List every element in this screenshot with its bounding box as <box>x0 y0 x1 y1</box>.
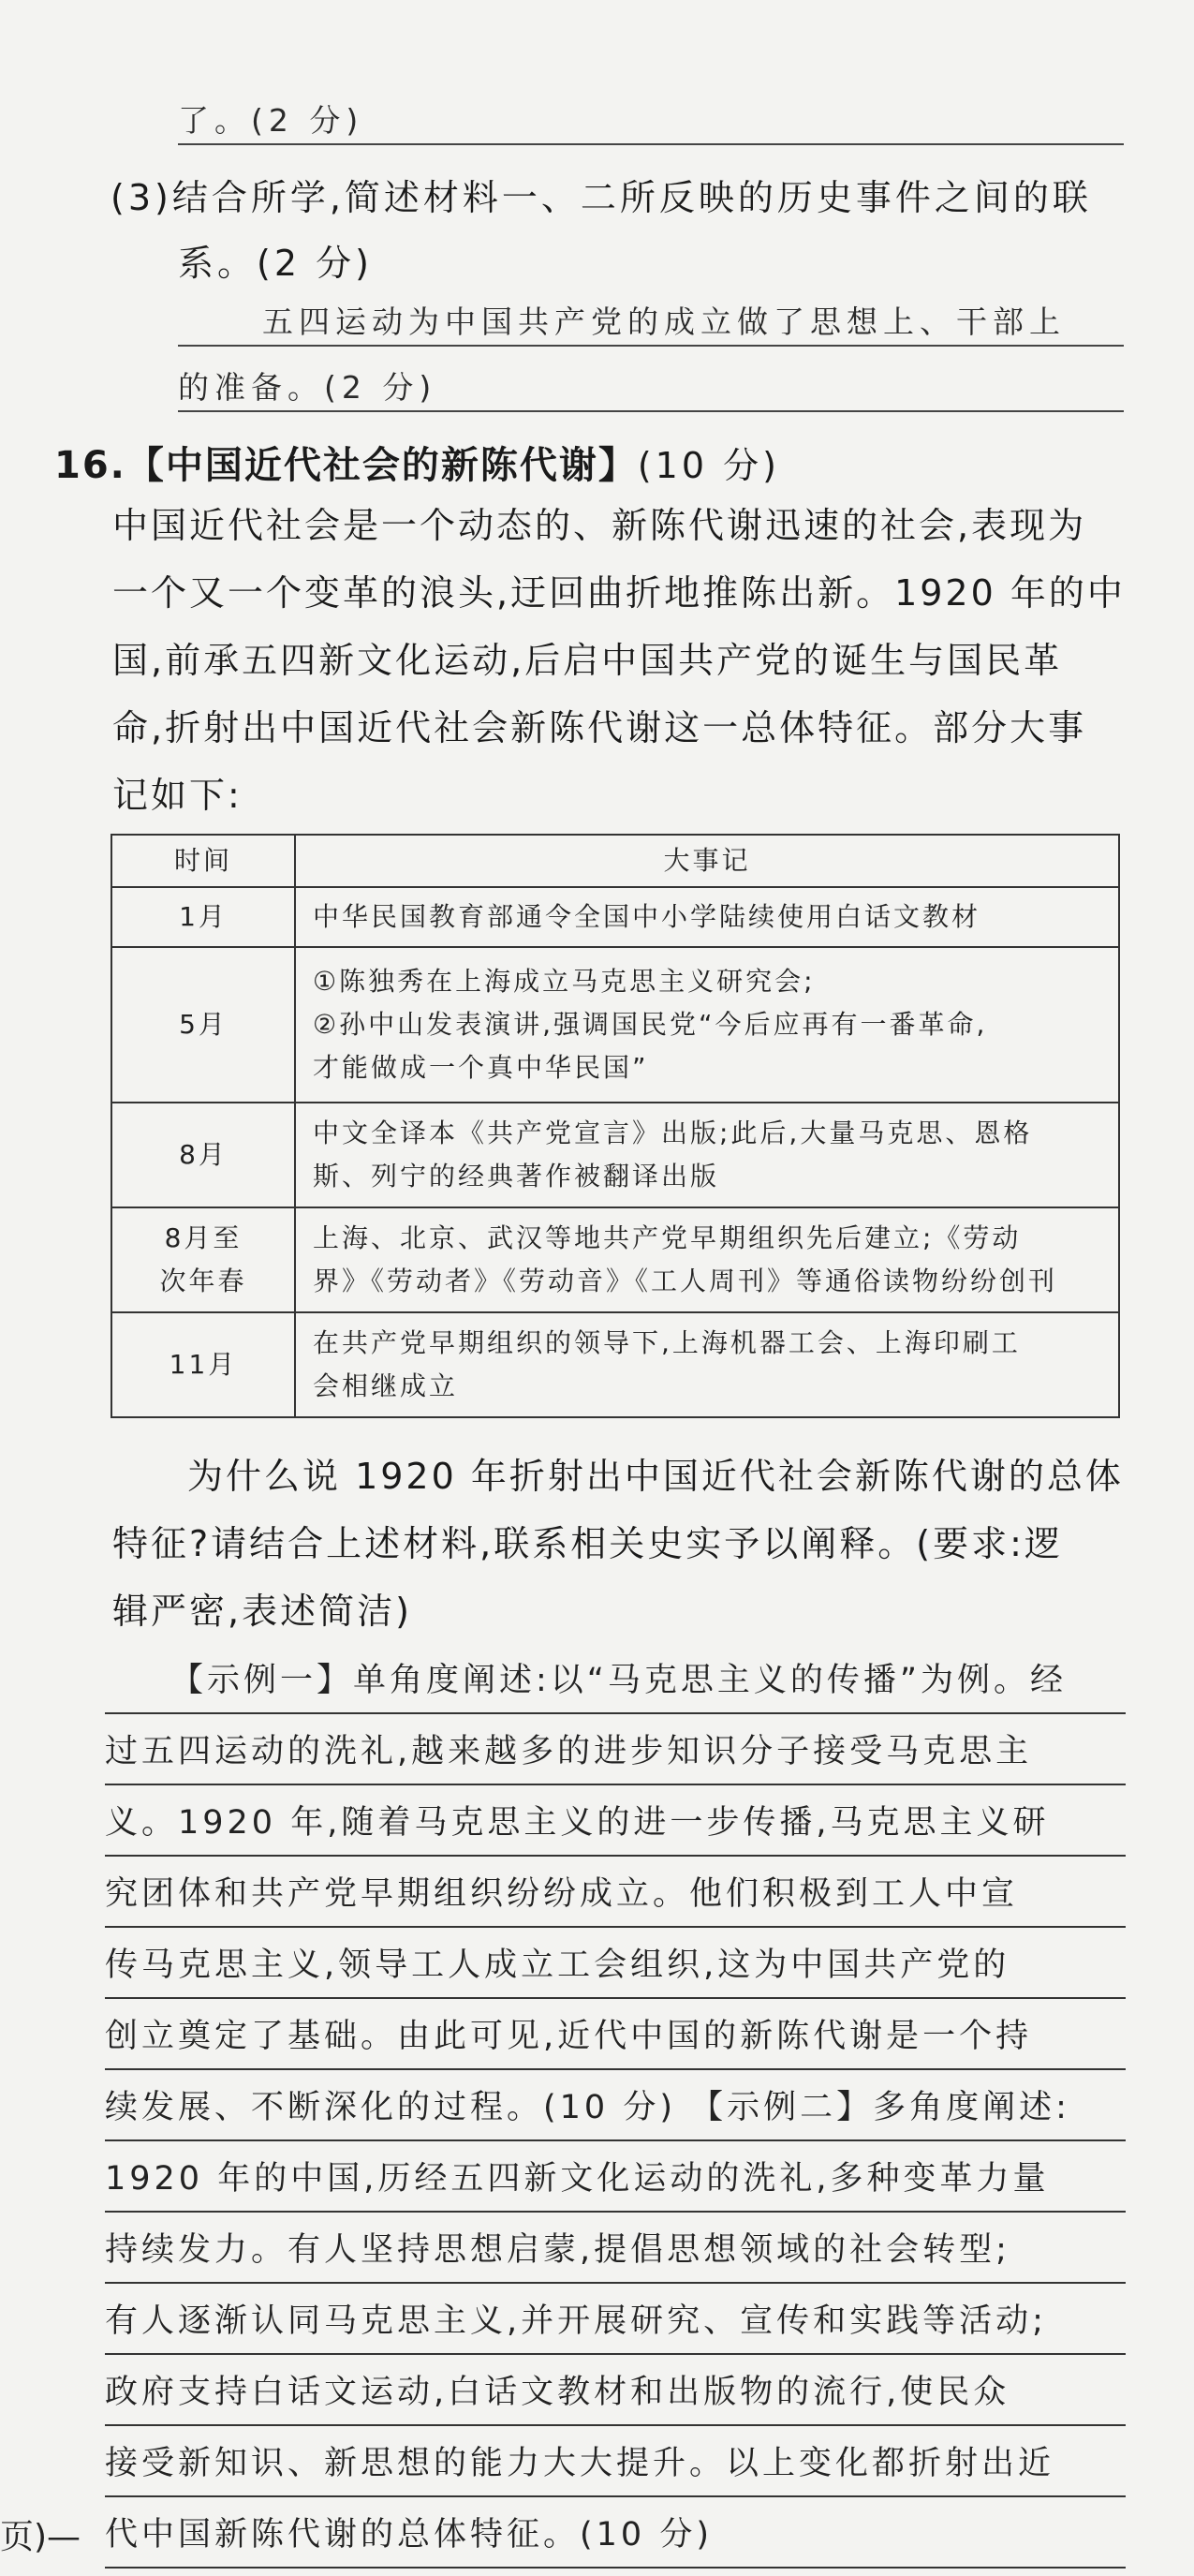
intro-line: 命,折射出中国近代社会新陈代谢这一总体特征。部分大事 <box>112 707 1087 748</box>
events-table <box>111 834 1120 1418</box>
answer-line: 过五四运动的洗礼,越来越多的进步知识分子接受马克思主 <box>105 1722 1126 1785</box>
answer-line-q15-3b: 的准备。(2 分) <box>178 365 1124 412</box>
answer-line: 【示例一】单角度阐述:以“马克思主义的传播”为例。经 <box>105 1651 1126 1714</box>
page-footer: 页)— <box>0 2518 81 2556</box>
row-desc <box>295 1207 1119 1312</box>
desc-line: 中华民国教育部通令全国中小学陆续使用白话文教材 <box>313 901 981 932</box>
row-time: 1月 <box>111 887 295 947</box>
answer-line: 接受新知识、新思想的能力大大提升。以上变化都折射出近 <box>105 2434 1126 2497</box>
question-line: 为什么说 1920 年折射出中国近代社会新陈代谢的总体 <box>187 1456 1124 1497</box>
answer-line: 传马克思主义,领导工人成立工会组织,这为中国共产党的 <box>105 1935 1126 1999</box>
answer-line: 创立奠定了基础。由此可见,近代中国的新陈代谢是一个持 <box>105 2006 1126 2070</box>
intro-line: 一个又一个变革的浪头,迂回曲折地推陈出新。1920 年的中 <box>112 572 1126 614</box>
intro-line: 中国近代社会是一个动态的、新陈代谢迅速的社会,表现为 <box>112 505 1087 546</box>
answer-line: 持续发力。有人坚持思想启蒙,提倡思想领域的社会转型; <box>105 2220 1126 2284</box>
answer-line: 续发展、不断深化的过程。(10 分) 【示例二】多角度阐述: <box>105 2078 1126 2141</box>
desc-line: ②孙中山发表演讲,强调国民党“今后应再有一番革命, <box>313 1009 988 1040</box>
desc-line: 界》《劳动者》《劳动音》《工人周刊》等通俗读物纷纷创刊 <box>313 1266 1058 1296</box>
answer-line: 究团体和共产党早期组织纷纷成立。他们积极到工人中宣 <box>105 1864 1126 1928</box>
answer-line-q15-2: 了。(2 分) <box>178 98 1124 145</box>
table-header-row <box>111 835 1119 887</box>
desc-line: 中文全译本《共产党宣言》出版;此后,大量马克思、恩格 <box>313 1118 1033 1148</box>
intro-line: 记如下: <box>112 775 243 816</box>
row-desc <box>295 1312 1119 1417</box>
row-time: 8月至 次年春 <box>111 1207 295 1312</box>
question-line: 辑严密,表述简洁) <box>112 1591 412 1632</box>
q16-question <box>112 1443 1124 1645</box>
desc-line: 会相继成立 <box>313 1370 459 1401</box>
table-row <box>111 1312 1119 1417</box>
q16-number: 16. <box>54 444 126 487</box>
intro-line: 国,前承五四新文化运动,后启中国共产党的诞生与国民革 <box>112 640 1063 681</box>
answer-line-q15-3a: 五四运动为中国共产党的成立做了思想上、干部上 <box>178 300 1124 347</box>
table-row <box>111 947 1119 1103</box>
question-line: 特征?请结合上述材料,联系相关史实予以阐释。(要求:逻 <box>112 1523 1063 1564</box>
answer-line: 1920 年的中国,历经五四新文化运动的洗礼,多种变革力量 <box>105 2149 1126 2213</box>
table-row <box>111 887 1119 947</box>
answer-line: 政府支持白话文运动,白话文教材和出版物的流行,使民众 <box>105 2362 1126 2426</box>
q16-header <box>54 436 780 489</box>
q15-sub3-line1: (3)结合所学,简述材料一、二所反映的历史事件之间的联 <box>111 177 1092 218</box>
row-desc <box>295 947 1119 1103</box>
table-row <box>111 1103 1119 1207</box>
q16-intro <box>112 492 1124 829</box>
q16-model-answer <box>105 1651 1126 2576</box>
desc-line: 在共产党早期组织的领导下,上海机器工会、上海印刷工 <box>313 1327 1021 1358</box>
row-desc <box>295 887 1119 947</box>
row-time: 8月 <box>111 1103 295 1207</box>
row-time: 5月 <box>111 947 295 1103</box>
row-desc <box>295 1103 1119 1207</box>
table-row <box>111 1207 1119 1312</box>
q15-sub3-line2: 系。(2 分) <box>178 243 373 284</box>
row-time: 11月 <box>111 1312 295 1417</box>
desc-line: ①陈独秀在上海成立马克思主义研究会; <box>313 966 816 997</box>
answer-line: 义。1920 年,随着马克思主义的进一步传播,马克思主义研 <box>105 1793 1126 1857</box>
header-time: 时间 <box>111 835 295 887</box>
desc-line: 才能做成一个真中华民国” <box>313 1052 649 1083</box>
answer-line: 有人逐渐认同马克思主义,并开展研究、宣传和实践等活动; <box>105 2291 1126 2355</box>
header-events: 大事记 <box>295 835 1119 887</box>
desc-line: 上海、北京、武汉等地共产党早期组织先后建立;《劳动 <box>313 1222 1022 1253</box>
q16-title: 【中国近代社会的新陈代谢】 <box>125 444 638 487</box>
answer-line: 代中国新陈代谢的总体特征。(10 分) <box>105 2505 1126 2569</box>
desc-line: 斯、列宁的经典著作被翻译出版 <box>313 1161 720 1192</box>
q16-score: (10 分) <box>637 445 780 486</box>
